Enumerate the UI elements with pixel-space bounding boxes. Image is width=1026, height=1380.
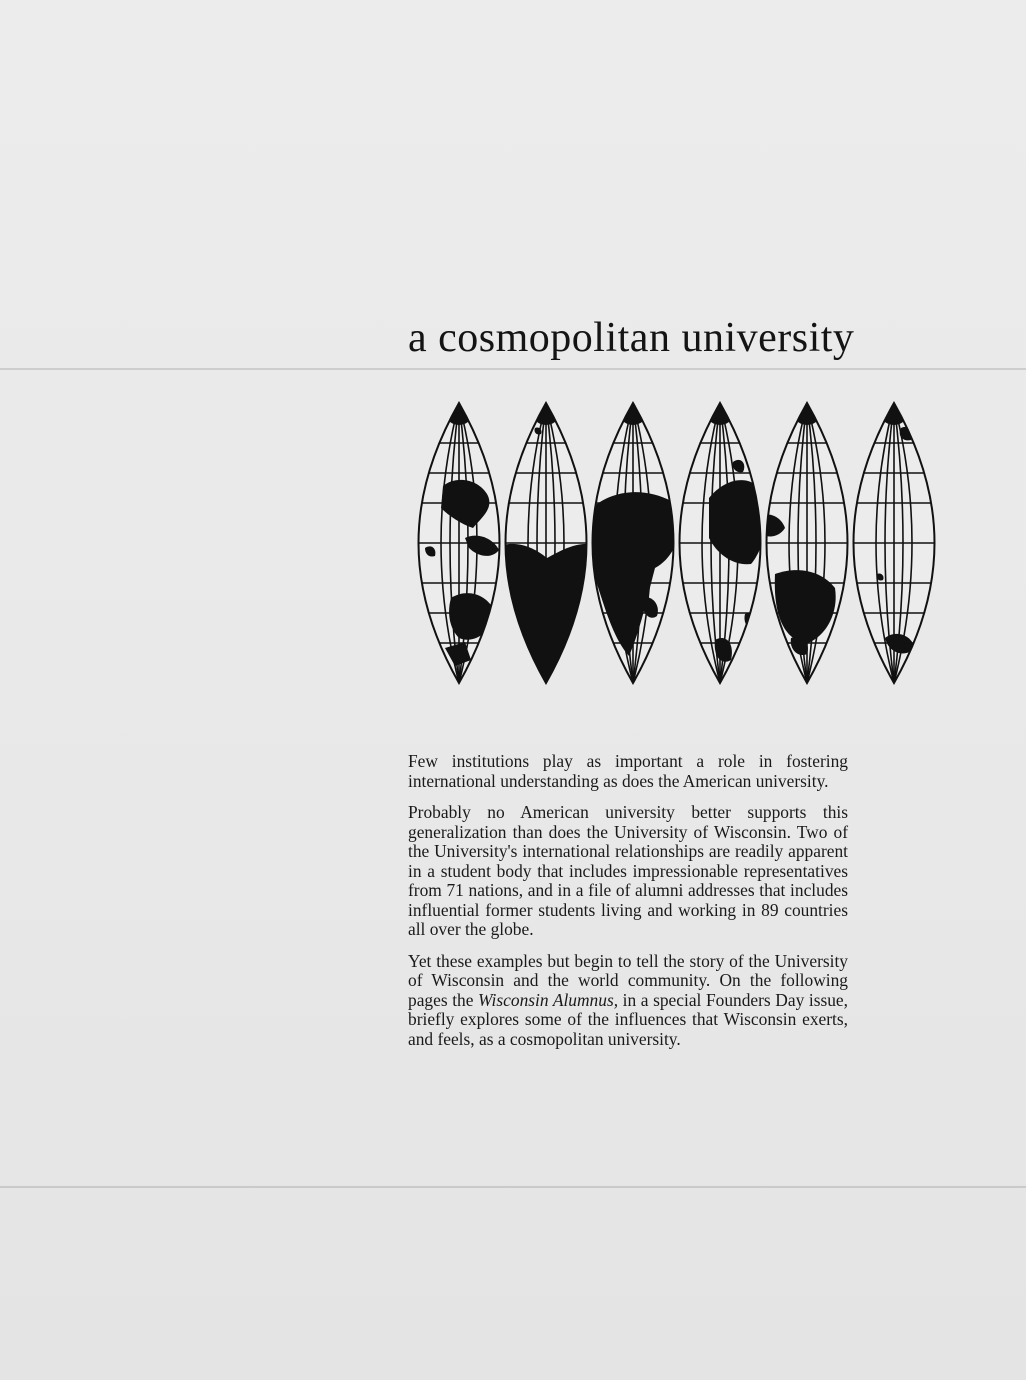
fold-line — [0, 368, 1026, 370]
paragraph: Few institutions play as important a role in fostering international understanding as does the American university. — [408, 751, 848, 791]
paragraph: Probably no American university better supports this generalization than does the University of Wisconsin. Two of the University's international relationships are readily apparent in a student body that includes impressionable representatives from 71 nations, and in a file of alumni addresses that includes influential former students living and working in 89 countries all over the globe. — [408, 802, 848, 939]
paragraph-text: Yet these examples but begin to tell the story of the University of Wisconsin and the world community. On the following pages the — [408, 950, 848, 1010]
article-body — [408, 752, 848, 1061]
globe-gores-illustration — [415, 398, 940, 688]
globe-gore-6 — [840, 398, 940, 688]
magazine-name: Wisconsin Alumnus, — [478, 989, 619, 1010]
fold-line — [0, 1186, 1026, 1188]
paragraph-text: in a special Founders Day issue, briefly explores some of the influences that Wisconsin exerts, and feels, as a cosmopolitan university. — [408, 989, 848, 1049]
paragraph — [408, 952, 848, 1050]
page-title: a cosmopolitan university — [408, 315, 855, 361]
